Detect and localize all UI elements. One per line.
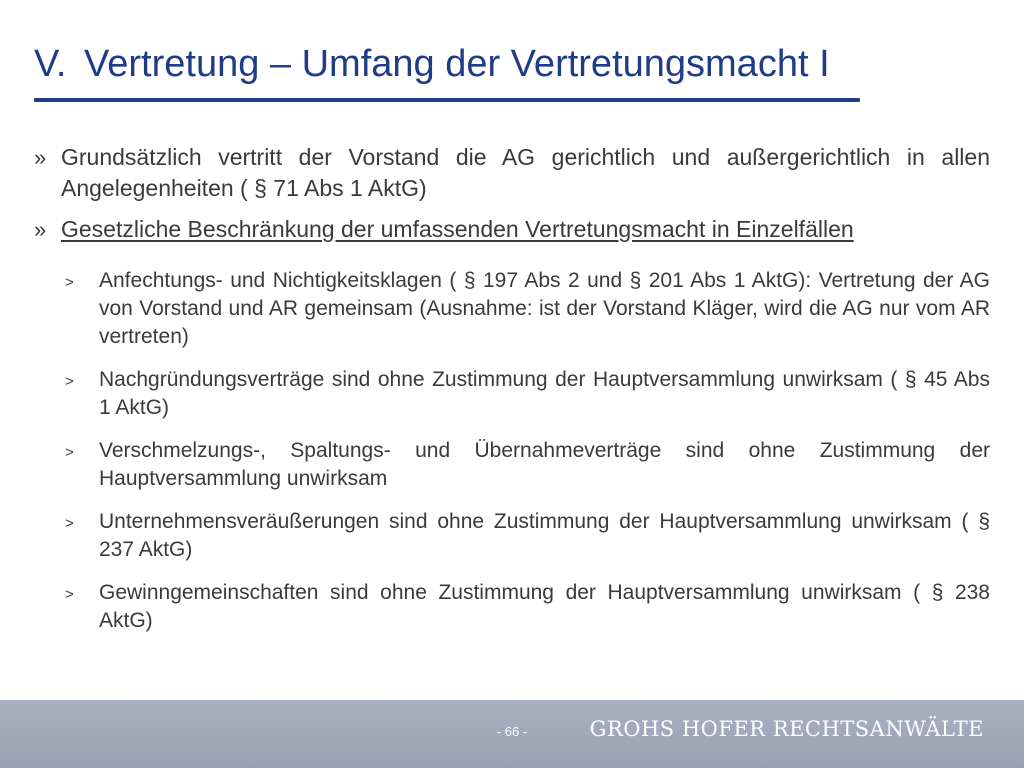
sub-bullet-text: Verschmelzungs-, Spaltungs- und Übernahmeverträge sind ohne Zustimmung der Hauptversammlung unwirksam <box>99 439 990 490</box>
sub-bullet-marker: > <box>65 515 74 532</box>
slide-title <box>34 40 860 88</box>
sub-bullet-post-formation-contracts <box>61 366 990 422</box>
sub-bullet-marker: > <box>65 274 74 291</box>
bullet-text: Gesetzliche Beschränkung der umfassenden Vertretungsmacht in Einzelfällen <box>61 216 854 242</box>
slide-header <box>34 40 860 102</box>
bullet-general-representation <box>34 142 990 204</box>
sub-bullet-text: Anfechtungs- und Nichtigkeitsklagen ( § 197 Abs 2 und § 201 Abs 1 AktG): Vertretung der AG von Vorstand und AR gemeinsam (Ausnahme: ist der Vorstand Kläger, wird die AG nur vom AR vertreten) <box>99 269 990 348</box>
sub-bullet-text: Unternehmensveräußerungen sind ohne Zustimmung der Hauptversammlung unwirksam ( § 237 AktG) <box>99 510 990 561</box>
sub-bullet-marker: > <box>65 586 74 603</box>
slide-content <box>34 142 990 650</box>
page-number: - 66 - <box>496 724 528 739</box>
sub-bullet-marker: > <box>65 373 74 390</box>
bullet-text: Grundsätzlich vertritt der Vorstand die AG gerichtlich und außergerichtlich in allen Angelegenheiten ( § 71 Abs 1 AktG) <box>61 144 990 201</box>
sub-bullet-merger-contracts <box>61 437 990 493</box>
bullet-statutory-limitation <box>34 214 990 245</box>
firm-logo-text: GROHS HOFER RECHTSANWÄLTE <box>589 717 984 741</box>
title-text: Vertretung – Umfang der Vertretungsmacht I <box>84 43 830 85</box>
sub-bullet-text: Nachgründungsverträge sind ohne Zustimmung der Hauptversammlung unwirksam ( § 45 Abs 1 AktG) <box>99 368 990 419</box>
sub-bullet-profit-pools <box>61 579 990 635</box>
sub-bullet-contestation-actions <box>61 267 990 351</box>
section-number: V. <box>34 43 67 85</box>
bullet-marker: » <box>34 145 47 170</box>
sub-bullet-business-disposals <box>61 508 990 564</box>
sub-bullet-text: Gewinngemeinschaften sind ohne Zustimmung der Hauptversammlung unwirksam ( § 238 AktG) <box>99 581 990 632</box>
footer-bar <box>0 700 1024 768</box>
sub-bullet-marker: > <box>65 444 74 461</box>
title-underline <box>34 98 860 102</box>
bullet-marker: » <box>34 217 47 242</box>
